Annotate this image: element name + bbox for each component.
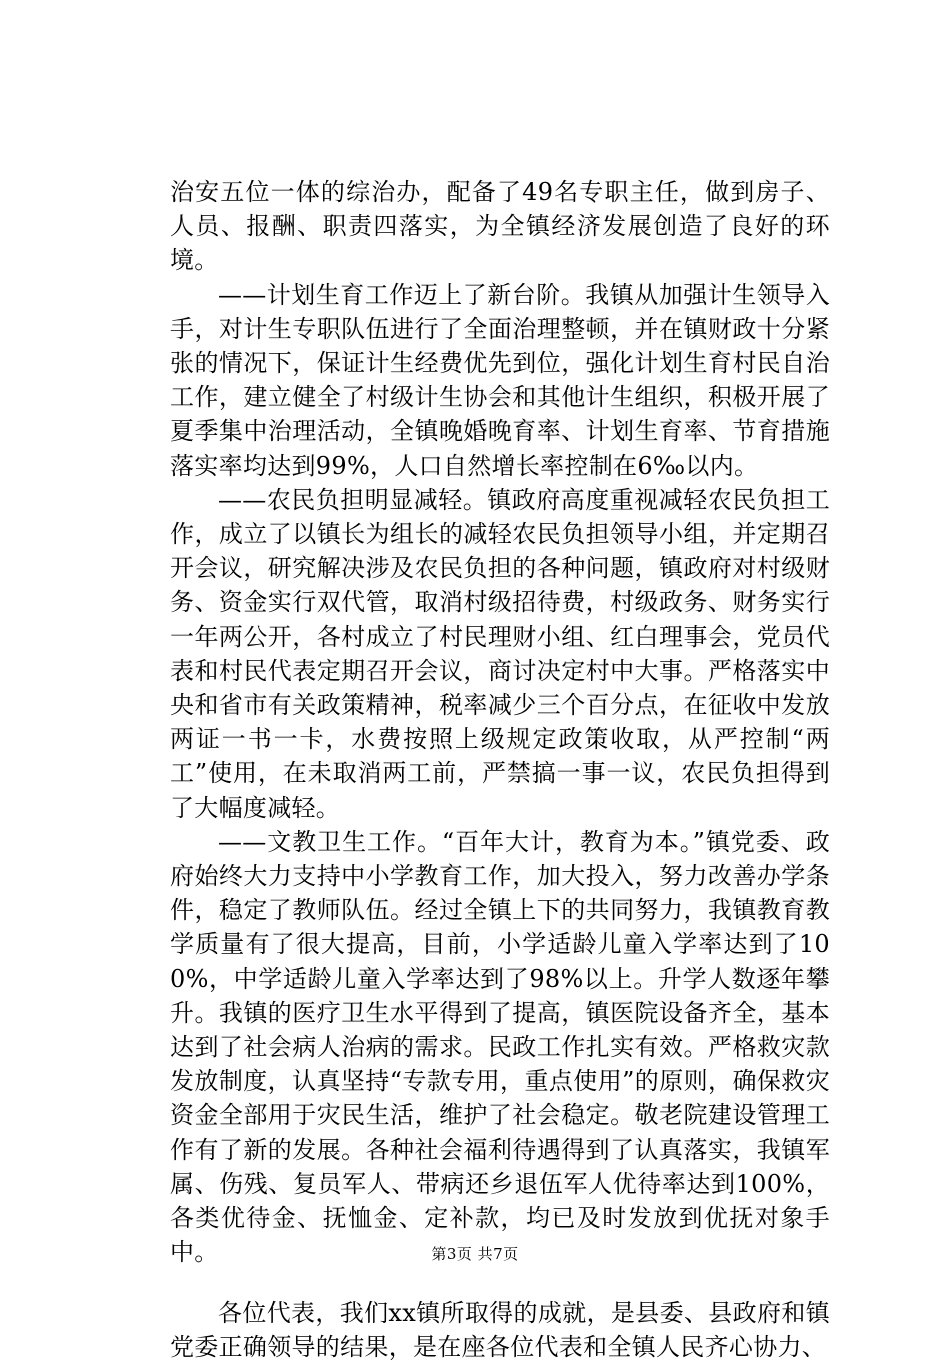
- paragraph-farmer-burden: ——农民负担明显减轻。镇政府高度重视减轻农民负担工作，成立了以镇长为组长的减轻农民负担领导小组，并定期召开会议，研究解决涉及农民负担的各种问题，镇政府对村级财务、资金实行双代管，取消村级招待费，村级政务、财务实行一年两公开，各村成立了村民理财小组、红白理事会，党员代表和村民代表定期召开会议，商讨决定村中大事。严格落实中央和省市有关政策精神，税率减少三个百分点，在征收中发放两证一书一卡，水费按照上级规定政策收取，从严控制“两工”使用，在未取消两工前，严禁搞一事一议，农民负担得到了大幅度减轻。: [170, 485, 830, 822]
- document-body: [170, 175, 830, 1364]
- paragraph-public-security: 治安五位一体的综治办，配备了49名专职主任，做到房子、人员、报酬、职责四落实，为全镇经济发展创造了良好的环境。: [170, 178, 830, 275]
- paragraph-family-planning: ——计划生育工作迈上了新台阶。我镇从加强计生领导入手，对计生专职队伍进行了全面治理整顿，并在镇财政十分紧张的情况下，保证计生经费优先到位，强化计划生育村民自治工作，建立健全了村级计生协会和其他计生组织，积极开展了夏季集中治理活动，全镇晚婚晚育率、计划生育率、节育措施落实率均达到99%，人口自然增长率控制在6‰以内。: [170, 280, 830, 480]
- page-number-footer: 第3页 共7页: [431, 1245, 519, 1263]
- paragraph-education-health: ——文教卫生工作。“百年大计，教育为本。”镇党委、政府始终大力支持中小学教育工作，加大投入，努力改善办学条件，稳定了教师队伍。经过全镇上下的共同努力，我镇教育教学质量有了很大提高，目前，小学适龄儿童入学率达到了100%，中学适龄儿童入学率达到了98%以上。升学人数逐年攀升。我镇的医疗卫生水平得到了提高，镇医院设备齐全，基本达到了社会病人治病的需求。民政工作扎实有效。严格救灾款发放制度，认真坚持“专款专用，重点使用”的原则，确保救灾资金全部用于灾民生活，维护了社会稳定。敬老院建设管理工作有了新的发展。各种社会福利待遇得到了认真落实，我镇军属、伤残、复员军人、带病还乡退伍军人优待率达到100%，各类优待金、抚恤金、定补款，均已及时发放到优抚对象手中。: [170, 827, 830, 1267]
- paragraph-representatives: 各位代表，我们xx镇所取得的成就，是县委、县政府和镇党委正确领导的结果，是在座各位代表和全镇人民齐心协力、: [170, 1298, 830, 1361]
